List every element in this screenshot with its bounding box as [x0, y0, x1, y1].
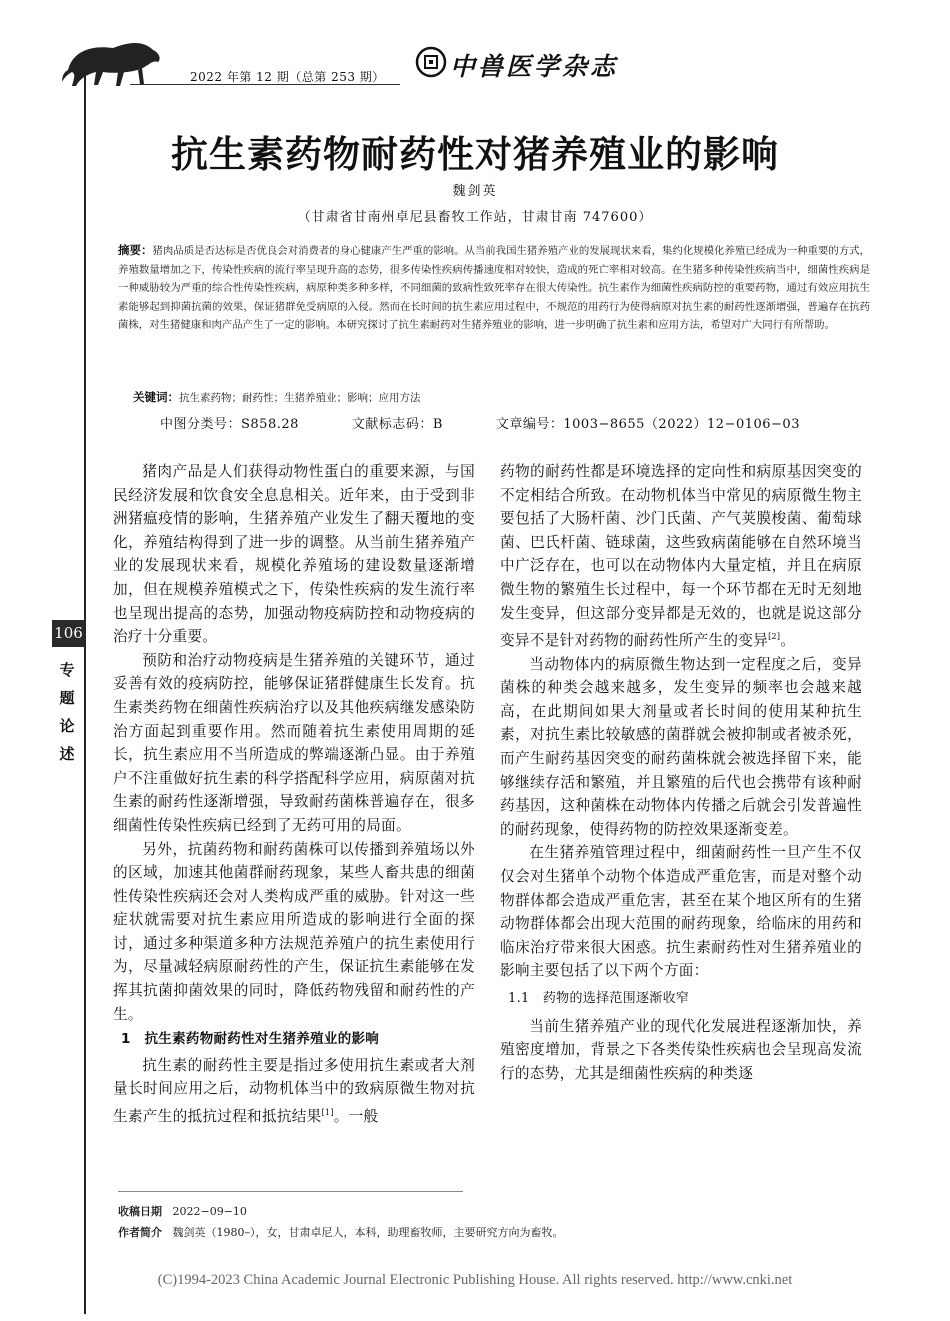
keywords — [133, 389, 421, 405]
column-char: 述 — [59, 745, 75, 763]
received-date — [118, 1203, 247, 1219]
footnote-rule — [118, 1191, 463, 1192]
abstract — [118, 241, 870, 335]
paragraph-text: 。 — [780, 632, 796, 650]
right-column — [500, 460, 862, 1085]
citation[interactable]: [2] — [768, 632, 781, 642]
keywords-label: 关键词： — [133, 390, 179, 404]
paragraph: 当前生猪养殖产业的现代化发展进程逐渐加快，养殖密度增加，背景之下各类传染性疾病也会呈现高发流行的态势，尤其是细菌性疾病的种类逐 — [500, 1017, 862, 1082]
paragraph: 当动物体内的病原微生物达到一定程度之后，变异菌株的种类会越来越多，发生变异的频率也会越来越高，在此期间如果大剂量或者长时间的使用某种抗生素，对抗生素比较敏感的菌群就会被抑制或者被杀死，而产生耐药基因突变的耐药菌株就会被选择留下来，能够继续存活和繁殖，并且繁殖的后代也会携带有该种耐药基因，这种菌株在动物体内传播之后就会引发普遍性的耐药现象，使得药物的防控效果逐渐变差。 — [500, 655, 862, 838]
abstract-text: 猪肉品质是否达标是否优良会对消费者的身心健康产生严重的影响。从当前我国生猪养殖产业的发展现状来看，集约化规模化养殖已经成为一种重要的方式，养殖数量增加之下，传染性疾病的流行率呈现升高的态势，很多传染性疾病传播速度相对较快，造成的死亡率相对较高。在生猪多种传染性疾病当中，细菌性疾病是一种威胁较为严重的综合性传染性疾病，病原种类多种多样，不同细菌的致病性致死率存在很大传染性。抗生素作为细菌性疾病防控的重要药物，通过有效应用抗生素能够起到抑菌抗菌的效果，保证猪群免受病原的入侵。然而在长时间的抗生素应用过程中，不规范的用药行为使得病原对抗生素的耐药性逐渐增强，普遍存在抗药菌株，对生猪健康和肉产品产生了一定的影响。本研究探讨了抗生素耐药对生猪养殖业的影响，进一步明确了抗生素和应用方法，希望对广大同行有所帮助。 — [118, 245, 871, 331]
paragraph: 预防和治疗动物疫病是生猪养殖的关键环节，通过妥善有效的疫病防控，能够保证猪群健康生长发育。抗生素类药物在细菌性疾病治疗以及其他疾病继发感染防治方面起到重要作用。然而随着抗生素使用周期的延长，抗生素应用不当所造成的弊端逐渐凸显。由于养殖户不注重做好抗生素的科学搭配科学应用，病原菌对抗生素的耐药性逐渐增强，导致耐药菌株普遍存在，很多细菌性传染性疾病已经到了无药可用的局面。 — [113, 651, 475, 834]
sidebar-rule — [84, 64, 86, 1314]
paragraph-text: 抗生素的耐药性主要是指过多使用抗生素或者大剂量长时间应用之后，动物机体当中的致病原微生物对抗生素产生的抵抗过程和抵抗结果 — [113, 1056, 475, 1125]
paragraph — [113, 1054, 475, 1129]
header-rule — [130, 84, 400, 85]
paragraph: 在生猪养殖管理过程中，细菌耐药性一旦产生不仅仅会对生猪单个动物个体造成严重危害，而是对整个动物群体都会造成严重危害，甚至在某个地区所有的生猪动物群体都会出现大范围的耐药现象，给临床的用药和临床治疗带来很大困惑。抗生素耐药性对生猪养殖业的影响主要包括了以下两个方面： — [500, 844, 862, 980]
journal-emblem-icon — [415, 46, 447, 78]
bio-value: 魏剑英（1980–），女，甘肃卓尼人，本科，助理畜牧师，主要研究方向为畜牧。 — [172, 1226, 564, 1239]
bull-logo — [58, 30, 168, 90]
column-char: 专 — [59, 661, 75, 679]
paragraph-text: 。一般 — [333, 1107, 379, 1125]
document-code: 文献标志码：B — [351, 417, 443, 432]
paragraph: 猪肉产品是人们获得动物性蛋白的重要来源，与国民经济发展和饮食安全息息相关。近年来，由于受到非洲猪瘟疫情的影响，生猪养殖产业发生了翻天覆地的变化，养殖结构得到了进一步的调整。从当前生猪养殖产业的发展现状来看，规模化养殖场的建设数量逐渐增加，但在规模养殖模式之下，传染性疾病的发生流行率也呈现出提高的态势，加强动物疫病防控和动物疫病的治疗十分重要。 — [113, 463, 475, 646]
paragraph — [500, 460, 862, 653]
paragraph: 另外，抗菌药物和耐药菌株可以传播到养殖场以外的区域，加速其他菌群耐药现象，某些人畜共患的细菌性传染性疾病还会对人类构成严重的威胁。针对这一些症状就需要对抗生素应用所造成的影响进行全面的探讨，通过多种渠道多种方法规范养殖户的抗生素使用行为，尽量减轻病原耐药性的产生，保证抗生素能够在发挥其抗菌抑菌效果的同时，降低药物残留和耐药性的产生。 — [113, 840, 475, 1023]
section-heading: 1 抗生素药物耐药性对生猪养殖业的影响 — [121, 1031, 380, 1048]
article-number: 文章编号：1003−8655（2022）12−0106−03 — [495, 417, 800, 432]
keywords-text: 抗生素药物；耐药性；生猪养殖业；影响；应用方法 — [179, 392, 421, 404]
received-label: 收稿日期 — [118, 1205, 162, 1218]
received-value: 2022−09−10 — [172, 1205, 247, 1218]
author: 魏剑英 — [452, 184, 498, 199]
author-bio — [118, 1224, 564, 1240]
page-number: 106 — [52, 620, 85, 647]
classification-line — [160, 413, 800, 432]
subsection-heading: 1.1 药物的选择范围逐渐收窄 — [508, 990, 690, 1006]
affiliation: （甘肃省甘南州卓尼县畜牧工作站，甘肃甘南 747600） — [297, 210, 653, 225]
article-title: 抗生素药物耐药性对猪养殖业的影响 — [171, 132, 779, 176]
issue-info: 2022 年第 12 期（总第 253 期） — [190, 70, 385, 84]
bio-label: 作者简介 — [118, 1226, 162, 1239]
journal-title: 中兽医学杂志 — [450, 52, 619, 81]
citation[interactable]: [1] — [321, 1108, 334, 1118]
column-label — [57, 656, 77, 768]
column-char: 题 — [59, 689, 75, 707]
copyright: (C)1994-2023 China Academic Journal Electronic Publishing House. All rights reserved. http://www.cnki.net — [157, 1272, 793, 1288]
left-column — [113, 460, 475, 1128]
clc-number: 中图分类号：S858.28 — [160, 417, 299, 432]
column-char: 论 — [59, 717, 75, 735]
abstract-label: 摘要： — [118, 243, 153, 257]
paragraph-text: 药物的耐药性都是环境选择的定向性和病原基因突变的不定相结合所致。在动物机体当中常见的病原微生物主要包括了大肠杆菌、沙门氏菌、产气荚膜梭菌、葡萄球菌、巴氏杆菌、链球菌，这些致病菌能够在自然环境当中广泛存在，也可以在动物体内大量定植，并且在病原微生物的繁殖生长过程中，每一个环节都在无时无刻地发生变异，但这部分变异都是无效的，也就是说这部分变异不是针对药物的耐药性所产生的变异 — [500, 463, 862, 650]
